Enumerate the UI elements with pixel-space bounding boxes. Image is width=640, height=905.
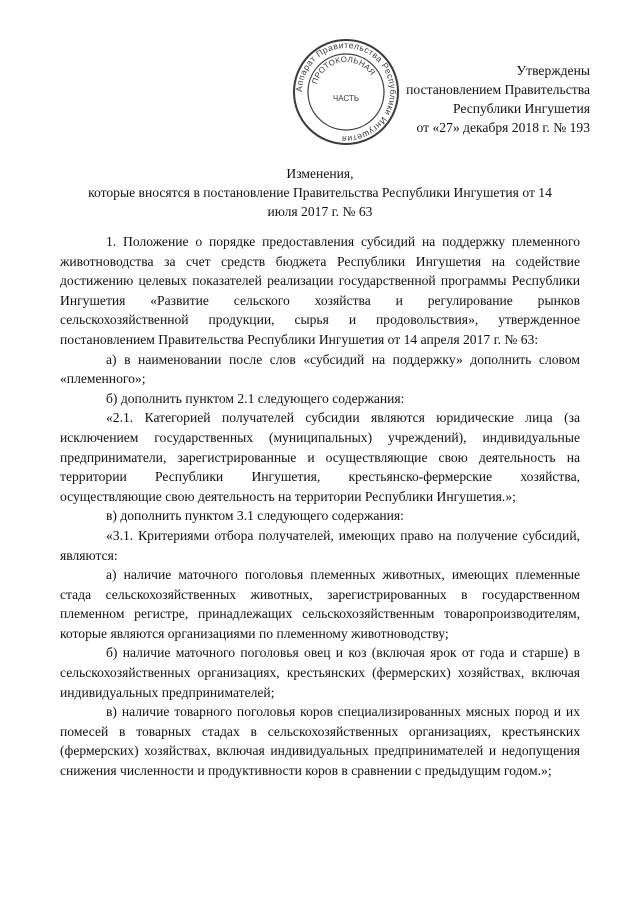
document-title [60,164,580,221]
approval-line-1: Утверждены [516,63,590,78]
paragraph-3: б) дополнить пунктом 2.1 следующего содержания: [106,390,405,406]
title-line-2: которые вносятся в постановление Правительства Республики Ингушетия от 14 [88,185,552,200]
paragraph-9: в) наличие товарного поголовья коров специализированных мясных пород и их помесей в товарных стадах в сельскохозяйственных организациях, крестьянских (фермерских) хозяйствах, включая индивидуальных предпринимателей и недопущения снижения численности и продуктивности коров в сравнении с предыдущим годом.»; [60,704,580,779]
document-body [60,232,580,781]
svg-text:Аппарат Правительства Республи: Аппарат Правительства Республики Ингушетия [293,39,399,145]
paragraph-7: а) наличие маточного поголовья племенных животных, имеющих племенные стада сельскохозяйственных животных, зарегистрированных в государственном племенном регистре, принадлежащих сельскохозяйственным товаропроизводителям, которые являются организациями по племенному животноводству; [60,567,580,641]
paragraph-6: «3.1. Критериями отбора получателей, имеющих право на получение субсидий, являются: [60,527,580,563]
approval-line-2: постановлением Правительства [406,82,590,97]
approval-block [380,61,590,137]
paragraph-4: «2.1. Категорией получателей субсидии являются юридические лица (за исключением государственных (муниципальных) учреждений), индивидуальные предприниматели, зарегистрированные и осуществляющие свою деятельность на территории Республики Ингушетия, крестьянско-фермерские хозяйства, осуществляющие свою деятельность на территории Республики Ингушетия.»; [60,410,580,504]
approval-line-3: Республики Ингушетия [452,101,590,116]
title-line-1: Изменения, [286,166,354,181]
svg-text:ЧАСТЬ: ЧАСТЬ [332,94,360,103]
paragraph-5: в) дополнить пунктом 3.1 следующего содержания: [106,508,404,524]
official-seal-stamp [292,38,400,146]
title-line-3: июля 2017 г. № 63 [267,204,373,219]
paragraph-8: б) наличие маточного поголовья овец и коз (включая ярок от года и старше) в сельскохозяйственных организациях, крестьянских (фермерских) хозяйствах, включая индивидуальных предпринимателей; [60,645,580,700]
paragraph-1: 1. Положение о порядке предоставления субсидий на поддержку племенного животноводства за счет средств бюджета Республики Ингушетия на содействие достижению целевых показателей реализации государственной программы Республики Ингушетия «Развитие сельского хозяйства и регулирование рынков сельскохозяйственной продукции, сырья и продовольствия», утвержденное постановлением Правительства Республики Ингушетия от 14 апреля 2017 г. № 63: [60,234,580,347]
svg-text:ПРОТОКОЛЬНАЯ: ПРОТОКОЛЬНАЯ [310,54,377,86]
approval-line-4: от «27» декабря 2018 г. № 193 [416,120,590,135]
paragraph-2: а) в наименовании после слов «субсидий на поддержку» дополнить словом «племенного»; [60,351,580,387]
